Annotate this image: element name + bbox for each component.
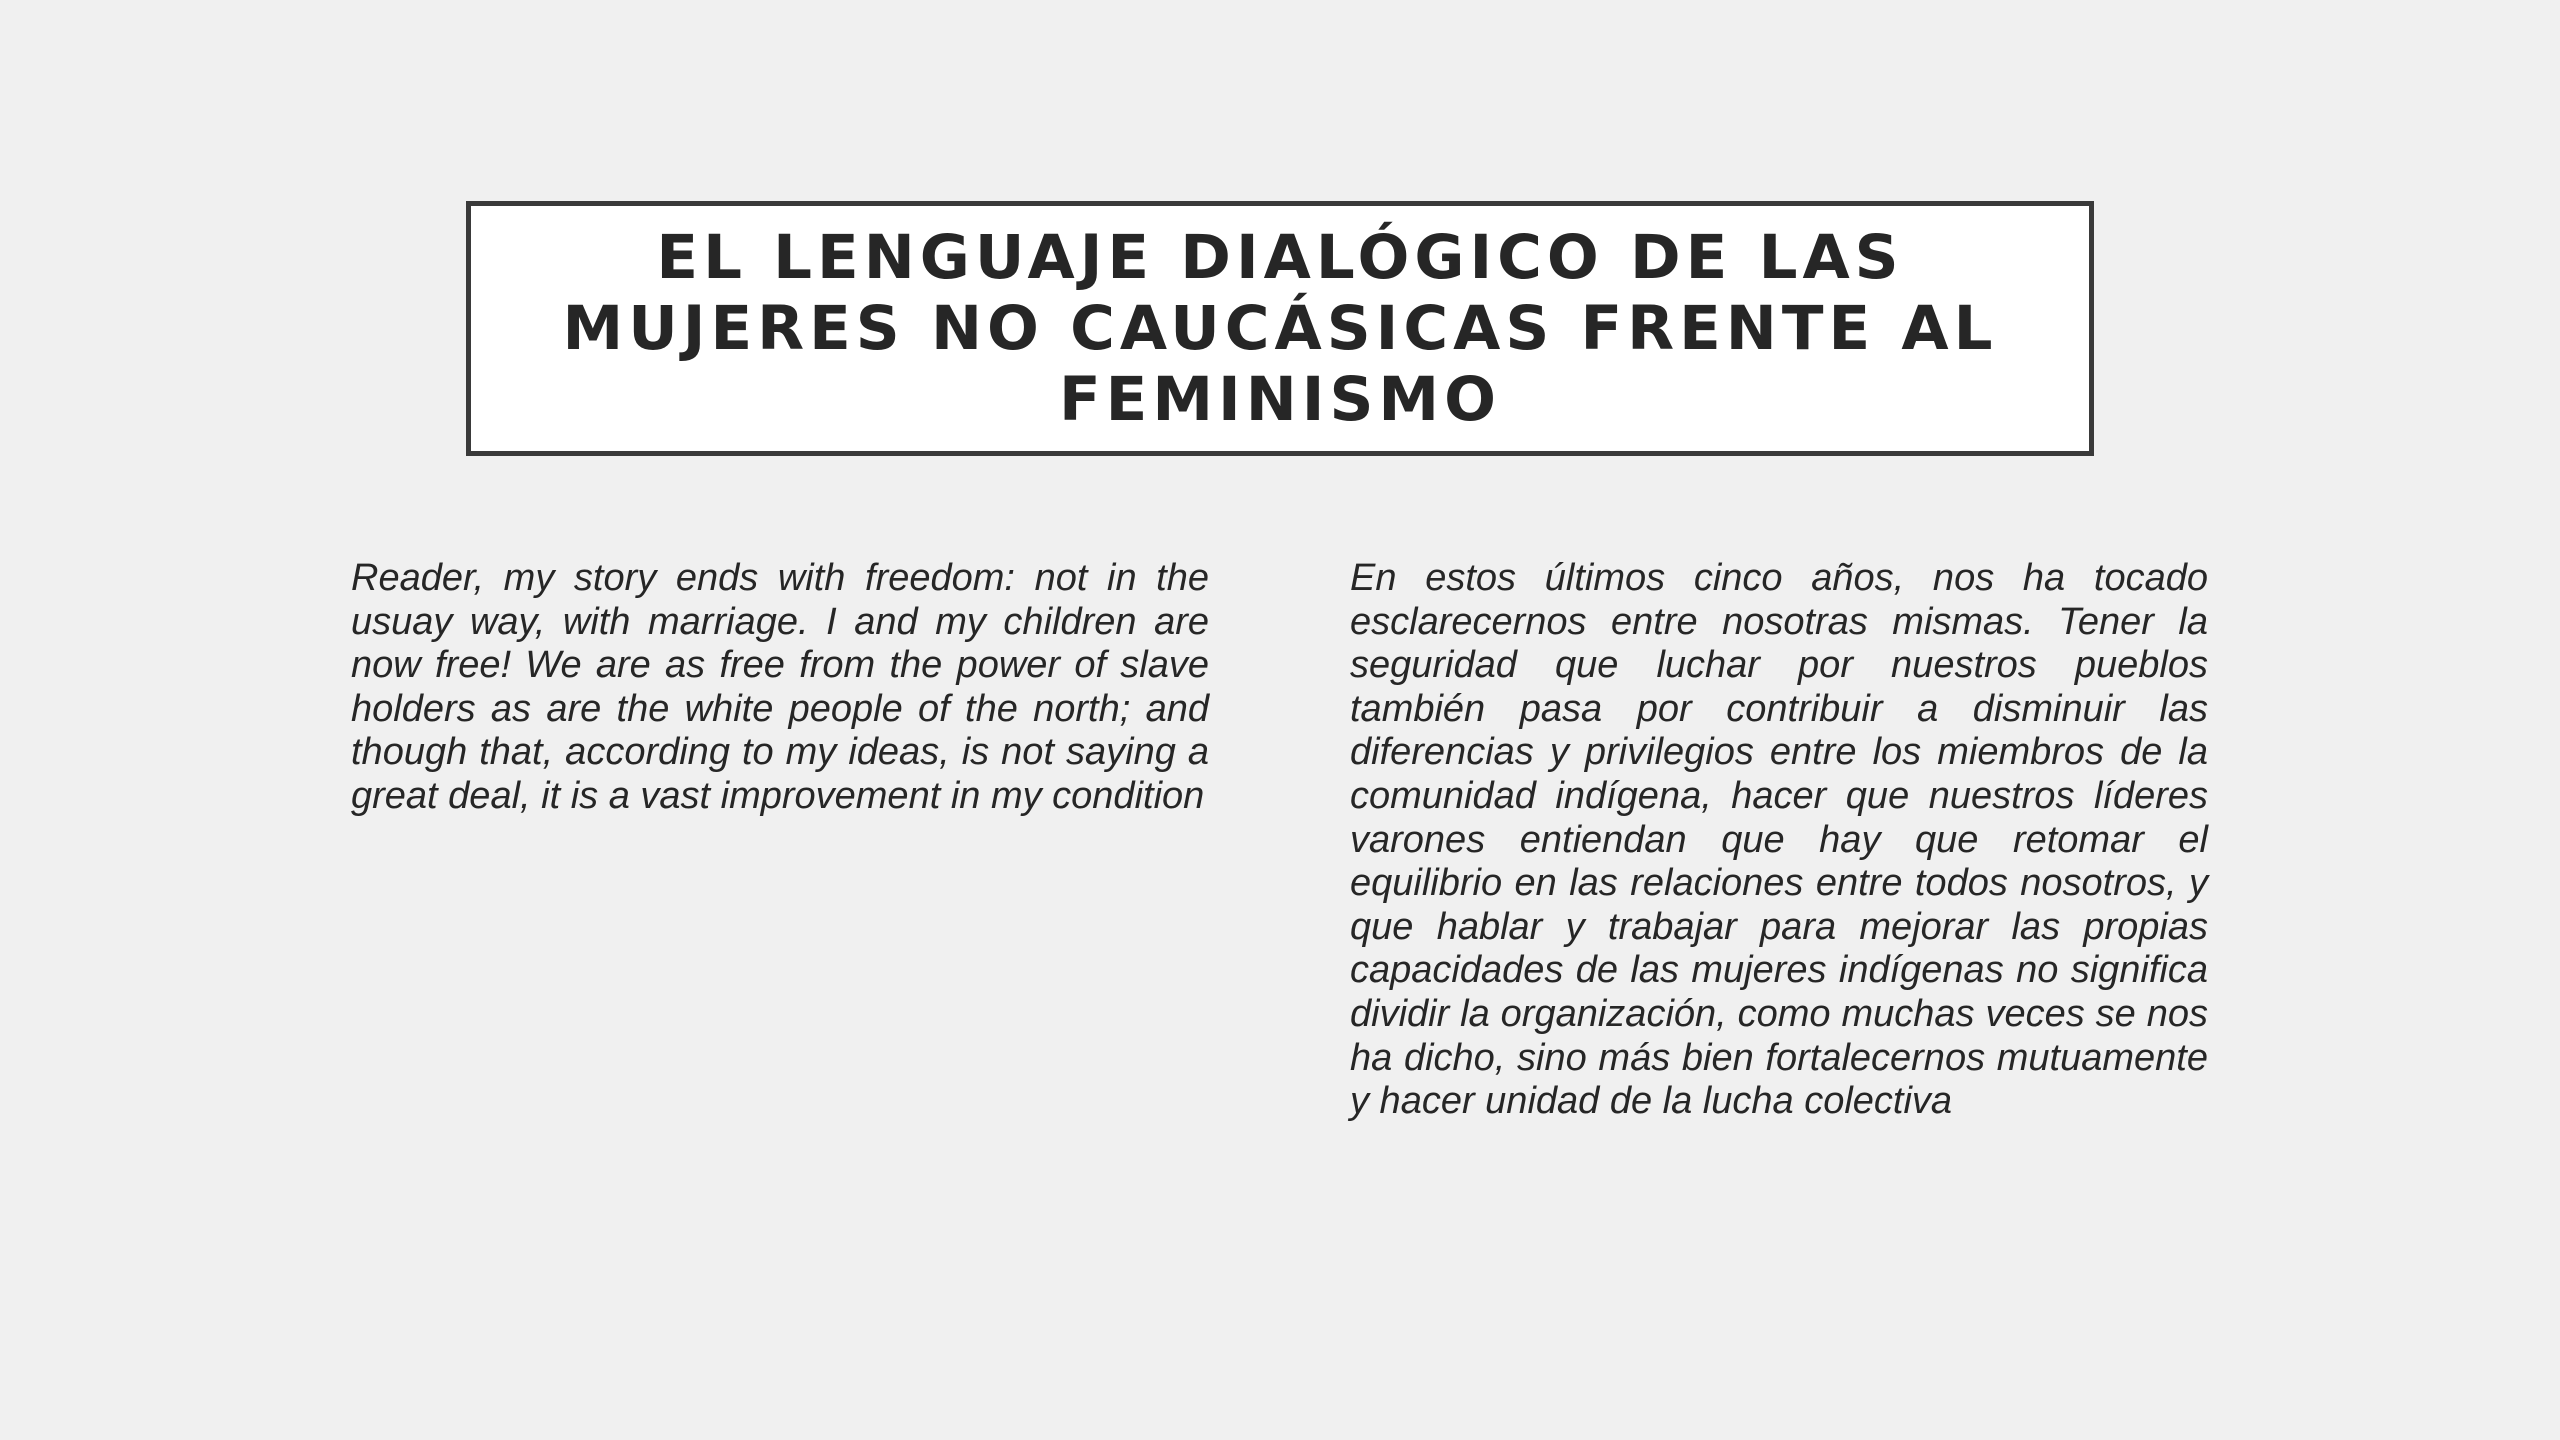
right-quote-text: En estos últimos cinco años, nos ha tocado esclarecernos entre nosotras mismas. Tener la seguridad que luchar por nuestros pueblos también pasa por contribuir a disminuir las diferencias y privilegios entre los miembros de la comunidad indígena, hacer que nuestros líderes varones entiendan que hay que retomar el equilibrio en las relaciones entre todos nosotros, y que hablar y trabajar para mejorar las propias capacidades de las mujeres indígenas no significa dividir la organización, como muchas veces se nos ha dicho, sino más bien fortalecernos mutuamente y hacer unidad de la lucha colectiva [1350, 557, 2208, 1123]
title-box [466, 201, 2094, 456]
left-quote-text: Reader, my story ends with freedom: not in the usuay way, with marriage. I and my children are now free! We are as free from the power of slave holders as are the white people of the north; and though that, according to my ideas, is not saying a great deal, it is a vast improvement in my condition [351, 557, 1209, 817]
slide-title: EL LENGUAJE DIALÓGICO DE LAS MUJERES NO CAUCÁSICAS FRENTE AL FEMINISMO [562, 222, 1998, 435]
